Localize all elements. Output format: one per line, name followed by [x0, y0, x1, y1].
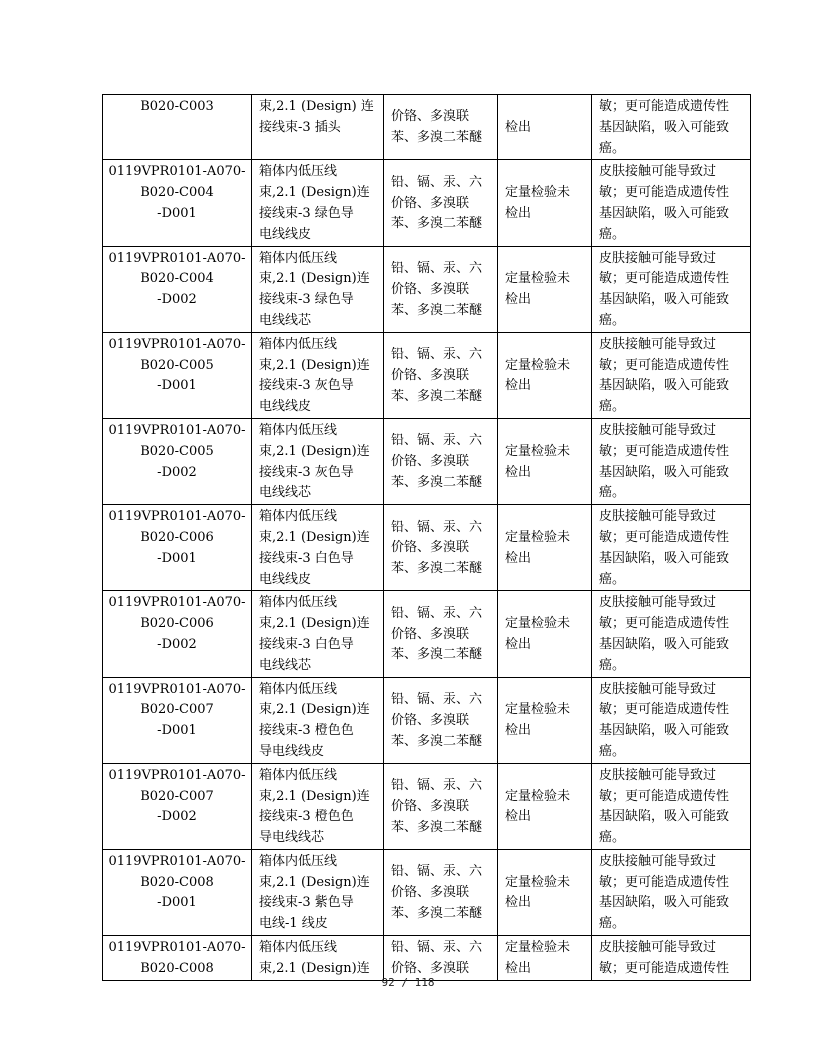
description-line: 箱体内低压线 [259, 509, 338, 525]
result-line: 检出 [505, 895, 532, 911]
substances-cell [384, 95, 498, 160]
description-cell [252, 936, 384, 981]
sample-id-cell [103, 591, 252, 677]
description-line: 束,2.1 (Design)连 [259, 185, 370, 201]
substances-line: 价铬、多溴联 [391, 540, 470, 556]
sample-id-line: B020-C003 [140, 99, 214, 114]
description-line: 接线束-3 白色导 [259, 550, 354, 566]
substances-line: 价铬、多溴联 [391, 960, 470, 976]
risk-line: 敏；更可能造成遗传性 [599, 788, 730, 804]
risk-cell [592, 505, 751, 591]
substances-line: 苯、多溴二苯醚 [391, 733, 483, 749]
result-cell [498, 763, 592, 849]
description-line: 电线-1 线皮 [259, 916, 328, 932]
substances-cell [384, 849, 498, 935]
substances-cell [384, 677, 498, 763]
substances-cell [384, 505, 498, 591]
description-line: 箱体内低压线 [259, 422, 338, 438]
table-row [103, 418, 751, 504]
substances-cell [384, 591, 498, 677]
substances-line: 铅、镉、汞、六 [391, 433, 483, 449]
description-cell [252, 849, 384, 935]
table-row [103, 763, 751, 849]
risk-line: 基因缺陷，吸入可能致 [599, 550, 730, 566]
description-line: 接线束-3 橙色色 [259, 809, 354, 825]
risk-line: 敏；更可能造成遗传性 [599, 529, 730, 545]
description-line: 接线束-3 白色导 [259, 636, 354, 652]
risk-cell [592, 763, 751, 849]
substances-line: 苯、多溴二苯醚 [391, 388, 483, 404]
risk-line: 癌。 [599, 657, 626, 673]
risk-line: 基因缺陷，吸入可能致 [599, 636, 730, 652]
description-cell [252, 591, 384, 677]
result-cell [498, 505, 592, 591]
description-cell [252, 160, 384, 246]
risk-line: 皮肤接触可能导致过 [599, 250, 717, 266]
description-line: 箱体内低压线 [259, 164, 338, 180]
risk-line: 敏；更可能造成遗传性 [599, 271, 730, 287]
substances-cell [384, 418, 498, 504]
description-line: 接线束-3 橙色色 [259, 723, 354, 739]
sample-id-line: 0119VPR0101-A070- [108, 250, 246, 266]
risk-cell [592, 849, 751, 935]
substances-cell [384, 936, 498, 981]
risk-cell [592, 418, 751, 504]
sample-id-line: B020-C007 [140, 788, 214, 804]
sample-id-line: 0119VPR0101-A070- [108, 767, 246, 783]
sample-id-line: -D002 [157, 292, 197, 308]
risk-line: 癌。 [599, 743, 626, 759]
description-line: 电线线皮 [259, 399, 312, 415]
result-cell [498, 160, 592, 246]
description-cell [252, 418, 384, 504]
description-cell [252, 677, 384, 763]
description-line: 接线束-3 灰色导 [259, 378, 354, 394]
table-row [103, 332, 751, 418]
substances-line: 铅、镉、汞、六 [391, 174, 483, 190]
description-line: 束,2.1 (Design)连 [259, 271, 370, 287]
description-line: 箱体内低压线 [259, 250, 338, 266]
sample-id-line: B020-C008 [140, 960, 214, 976]
sample-id-line: 0119VPR0101-A070- [108, 509, 246, 525]
substances-line: 苯、多溴二苯醚 [391, 647, 483, 663]
result-line: 定量检验未 [505, 271, 571, 287]
description-line: 箱体内低压线 [259, 336, 338, 352]
result-cell [498, 95, 592, 160]
substances-line: 铅、镉、汞、六 [391, 864, 483, 880]
sample-id-line: 0119VPR0101-A070- [108, 595, 246, 611]
risk-line: 皮肤接触可能导致过 [599, 681, 717, 697]
description-line: 导电线线芯 [259, 830, 325, 846]
description-line: 束,2.1 (Design) 连 [259, 99, 374, 114]
result-line: 检出 [505, 205, 532, 221]
sample-id-line: -D002 [157, 809, 197, 825]
substances-line: 价铬、多溴联 [391, 712, 470, 728]
sample-id-line: 0119VPR0101-A070- [108, 422, 246, 438]
sample-id-cell [103, 160, 252, 246]
description-cell [252, 763, 384, 849]
description-line: 束,2.1 (Design)连 [259, 702, 370, 718]
description-line: 束,2.1 (Design)连 [259, 960, 370, 976]
substances-line: 苯、多溴二苯醚 [391, 905, 483, 921]
substances-line: 铅、镉、汞、六 [391, 260, 483, 276]
description-line: 束,2.1 (Design)连 [259, 357, 370, 373]
table-row [103, 95, 751, 160]
result-line: 检出 [505, 636, 532, 652]
substances-line: 苯、多溴二苯醚 [391, 130, 483, 146]
result-line: 检出 [505, 464, 532, 480]
sample-id-line: -D001 [157, 895, 197, 911]
risk-line: 皮肤接触可能导致过 [599, 940, 717, 956]
sample-id-cell [103, 849, 252, 935]
risk-line: 基因缺陷，吸入可能致 [599, 378, 730, 394]
result-line: 定量检验未 [505, 874, 571, 890]
substances-line: 价铬、多溴联 [391, 195, 470, 211]
result-cell [498, 418, 592, 504]
description-line: 箱体内低压线 [259, 940, 338, 956]
sample-id-line: 0119VPR0101-A070- [108, 681, 246, 697]
substances-line: 价铬、多溴联 [391, 454, 470, 470]
description-line: 电线线芯 [259, 312, 312, 328]
risk-line: 皮肤接触可能导致过 [599, 767, 717, 783]
risk-cell [592, 591, 751, 677]
result-line: 定量检验未 [505, 616, 571, 632]
risk-line: 敏；更可能造成遗传性 [599, 443, 730, 459]
risk-line: 敏；更可能造成遗传性 [599, 185, 730, 201]
sample-id-line: 0119VPR0101-A070- [108, 336, 246, 352]
result-cell [498, 246, 592, 332]
sample-id-cell [103, 936, 252, 981]
result-cell [498, 332, 592, 418]
results-table [102, 94, 751, 981]
description-line: 导电线线皮 [259, 743, 325, 759]
result-line: 定量检验未 [505, 529, 571, 545]
table-row [103, 936, 751, 981]
risk-cell [592, 936, 751, 981]
description-line: 接线束-3 绿色导 [259, 205, 354, 221]
result-line: 检出 [505, 809, 532, 825]
result-line: 检出 [505, 723, 532, 739]
result-line: 定量检验未 [505, 788, 571, 804]
risk-line: 皮肤接触可能导致过 [599, 853, 717, 869]
risk-line: 癌。 [599, 916, 626, 932]
results-table-body [103, 95, 751, 981]
result-cell [498, 849, 592, 935]
sample-id-line: -D001 [157, 723, 197, 739]
risk-line: 癌。 [599, 312, 626, 328]
description-line: 电线线皮 [259, 571, 312, 587]
risk-cell [592, 95, 751, 160]
description-cell [252, 246, 384, 332]
table-row [103, 677, 751, 763]
substances-line: 苯、多溴二苯醚 [391, 474, 483, 490]
risk-line: 敏；更可能造成遗传性 [599, 616, 730, 632]
description-line: 接线束-3 插头 [259, 119, 341, 135]
sample-id-line: -D002 [157, 464, 197, 480]
risk-line: 基因缺陷，吸入可能致 [599, 292, 730, 308]
sample-id-cell [103, 677, 252, 763]
result-cell [498, 936, 592, 981]
table-row [103, 849, 751, 935]
table-row [103, 160, 751, 246]
sample-id-cell [103, 418, 252, 504]
substances-line: 价铬、多溴联 [391, 281, 470, 297]
risk-line: 基因缺陷，吸入可能致 [599, 723, 730, 739]
substances-line: 价铬、多溴联 [391, 109, 470, 125]
table-row [103, 591, 751, 677]
description-cell [252, 332, 384, 418]
substances-line: 铅、镉、汞、六 [391, 605, 483, 621]
risk-cell [592, 246, 751, 332]
description-line: 束,2.1 (Design)连 [259, 874, 370, 890]
description-line: 箱体内低压线 [259, 767, 338, 783]
risk-line: 基因缺陷，吸入可能致 [599, 809, 730, 825]
substances-line: 铅、镉、汞、六 [391, 347, 483, 363]
risk-line: 癌。 [599, 140, 626, 156]
result-line: 定量检验未 [505, 185, 571, 201]
description-line: 电线线皮 [259, 226, 312, 242]
substances-line: 苯、多溴二苯醚 [391, 561, 483, 577]
sample-id-line: -D001 [157, 550, 197, 566]
sample-id-line: 0119VPR0101-A070- [108, 853, 246, 869]
risk-line: 敏；更可能造成遗传性 [599, 357, 730, 373]
sample-id-line: -D002 [157, 636, 197, 652]
risk-line: 癌。 [599, 226, 626, 242]
result-line: 定量检验未 [505, 443, 571, 459]
risk-line: 癌。 [599, 830, 626, 846]
sample-id-cell [103, 763, 252, 849]
substances-line: 苯、多溴二苯醚 [391, 216, 483, 232]
sample-id-cell [103, 246, 252, 332]
sample-id-line: -D001 [157, 205, 197, 221]
description-line: 箱体内低压线 [259, 853, 338, 869]
result-cell [498, 591, 592, 677]
table-row [103, 505, 751, 591]
risk-cell [592, 160, 751, 246]
sample-id-line: B020-C004 [140, 271, 214, 287]
risk-line: 癌。 [599, 399, 626, 415]
risk-line: 敏；更可能造成遗传性 [599, 99, 730, 114]
risk-line: 敏；更可能造成遗传性 [599, 702, 730, 718]
risk-line: 癌。 [599, 571, 626, 587]
description-cell [252, 505, 384, 591]
substances-line: 铅、镉、汞、六 [391, 778, 483, 794]
sample-id-cell [103, 332, 252, 418]
risk-line: 皮肤接触可能导致过 [599, 595, 717, 611]
substances-line: 铅、镉、汞、六 [391, 519, 483, 535]
risk-cell [592, 332, 751, 418]
risk-line: 皮肤接触可能导致过 [599, 336, 717, 352]
description-line: 箱体内低压线 [259, 681, 338, 697]
substances-line: 价铬、多溴联 [391, 798, 470, 814]
description-cell [252, 95, 384, 160]
result-line: 定量检验未 [505, 357, 571, 373]
risk-line: 敏；更可能造成遗传性 [599, 960, 730, 976]
result-cell [498, 677, 592, 763]
sample-id-line: B020-C007 [140, 702, 214, 718]
substances-line: 苯、多溴二苯醚 [391, 302, 483, 318]
description-line: 束,2.1 (Design)连 [259, 529, 370, 545]
result-line: 检出 [505, 119, 532, 135]
sample-id-line: B020-C005 [140, 443, 214, 459]
sample-id-line: -D001 [157, 378, 197, 394]
risk-line: 皮肤接触可能导致过 [599, 164, 717, 180]
risk-line: 癌。 [599, 485, 626, 501]
sample-id-line: 0119VPR0101-A070- [108, 164, 246, 180]
substances-cell [384, 332, 498, 418]
risk-line: 皮肤接触可能导致过 [599, 509, 717, 525]
description-line: 接线束-3 绿色导 [259, 292, 354, 308]
result-line: 检出 [505, 378, 532, 394]
description-line: 电线线芯 [259, 485, 312, 501]
description-line: 束,2.1 (Design)连 [259, 616, 370, 632]
substances-cell [384, 246, 498, 332]
risk-line: 敏；更可能造成遗传性 [599, 874, 730, 890]
risk-line: 基因缺陷，吸入可能致 [599, 205, 730, 221]
sample-id-line: B020-C006 [140, 616, 214, 632]
substances-line: 苯、多溴二苯醚 [391, 819, 483, 835]
result-line: 检出 [505, 960, 532, 976]
sample-id-cell [103, 95, 252, 160]
substances-cell [384, 160, 498, 246]
sample-id-line: B020-C008 [140, 874, 214, 890]
risk-line: 基因缺陷，吸入可能致 [599, 464, 730, 480]
description-line: 箱体内低压线 [259, 595, 338, 611]
substances-line: 铅、镉、汞、六 [391, 940, 483, 956]
result-line: 定量检验未 [505, 940, 571, 956]
substances-line: 价铬、多溴联 [391, 626, 470, 642]
substances-line: 铅、镉、汞、六 [391, 691, 483, 707]
description-line: 电线线芯 [259, 657, 312, 673]
result-line: 检出 [505, 550, 532, 566]
description-line: 束,2.1 (Design)连 [259, 788, 370, 804]
description-line: 接线束-3 紫色导 [259, 895, 354, 911]
substances-line: 价铬、多溴联 [391, 367, 470, 383]
page-number: 92 / 118 [381, 976, 435, 989]
table-row [103, 246, 751, 332]
description-line: 束,2.1 (Design)连 [259, 443, 370, 459]
risk-line: 基因缺陷，吸入可能致 [599, 119, 730, 135]
risk-line: 皮肤接触可能导致过 [599, 422, 717, 438]
result-line: 定量检验未 [505, 702, 571, 718]
sample-id-line: B020-C005 [140, 357, 214, 373]
description-line: 接线束-3 灰色导 [259, 464, 354, 480]
result-line: 检出 [505, 292, 532, 308]
risk-line: 基因缺陷，吸入可能致 [599, 895, 730, 911]
substances-line: 价铬、多溴联 [391, 885, 470, 901]
substances-cell [384, 763, 498, 849]
sample-id-line: B020-C006 [140, 529, 214, 545]
sample-id-cell [103, 505, 252, 591]
sample-id-line: 0119VPR0101-A070- [108, 940, 246, 956]
sample-id-line: B020-C004 [140, 185, 214, 201]
risk-cell [592, 677, 751, 763]
